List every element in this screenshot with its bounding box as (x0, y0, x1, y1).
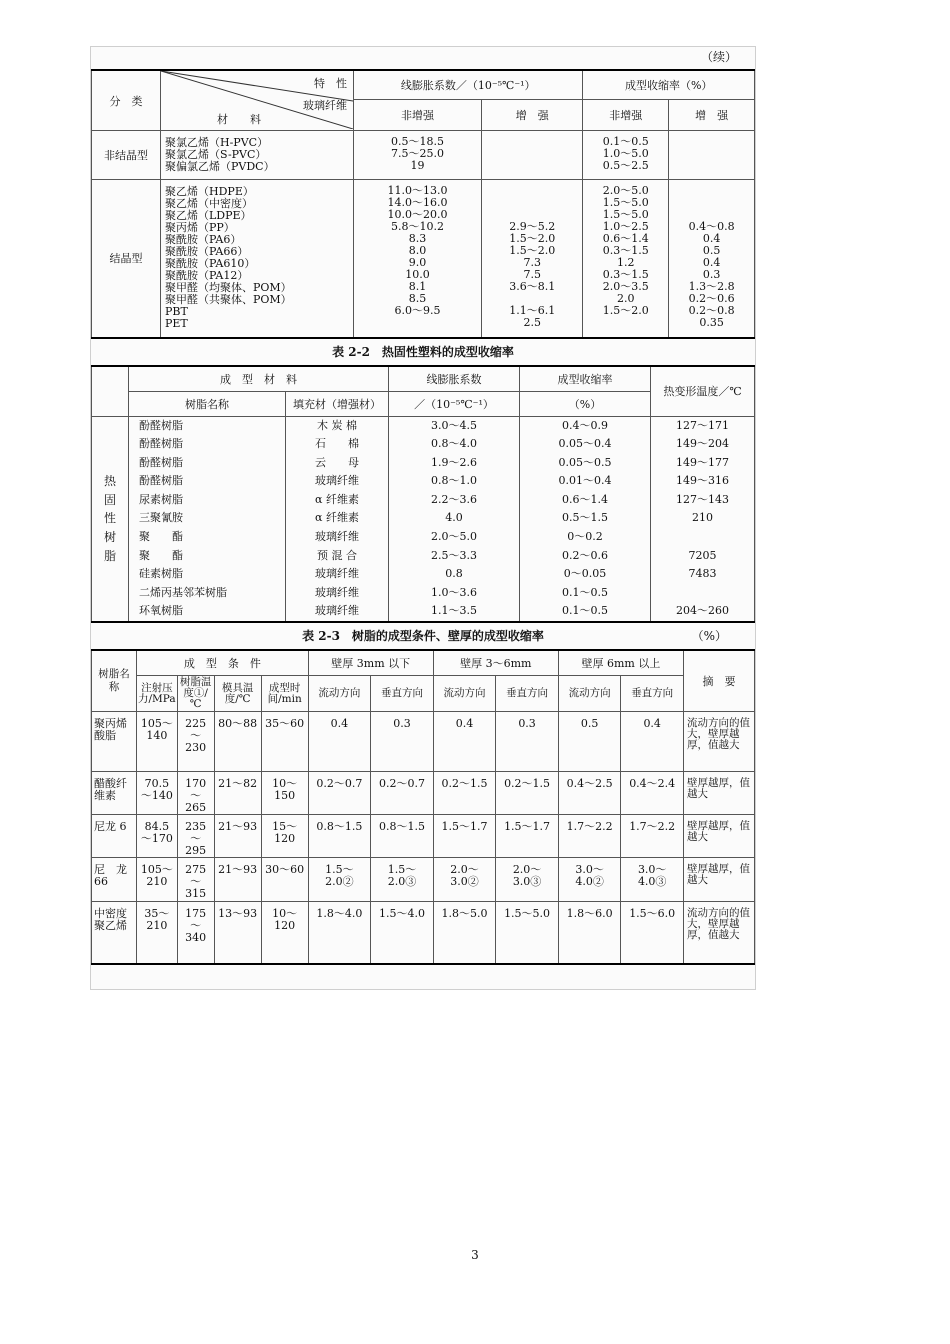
cell: 1.9～2.6 (389, 454, 520, 473)
cell: 84.5～170 (137, 815, 178, 858)
value: 1.2 (617, 256, 635, 269)
cell: 1.5～4.0 (371, 902, 434, 964)
cell: 硅素树脂 (129, 565, 286, 584)
cell: 0.8～1.0 (389, 472, 520, 491)
cell: 10～120 (261, 902, 308, 964)
cell: 275～315 (177, 858, 214, 902)
value: 0.1～0.5 (602, 135, 649, 148)
cell: 170～265 (177, 772, 214, 815)
continued-label: （续） (700, 50, 737, 64)
cell: 尿素树脂 (129, 491, 286, 510)
value: 0.2～0.6 (688, 292, 735, 305)
value: 0.6～1.4 (602, 232, 649, 245)
table3-unit: （%） (691, 629, 727, 644)
value: 3.6～8.1 (509, 280, 556, 293)
cell: 醋酸纤维素 (92, 772, 137, 815)
material-item: PBT (165, 305, 188, 318)
cell: 35～210 (137, 902, 178, 964)
cell: 15～120 (261, 815, 308, 858)
cell: 聚 酯 (129, 528, 286, 547)
material-item: 聚氯乙烯（H-PVC） (165, 136, 269, 149)
header-note: 摘 要 (684, 650, 755, 712)
shr-reinforced-values (669, 131, 755, 180)
value: 2.5 (523, 316, 541, 329)
value: 0.4～0.8 (688, 220, 735, 233)
header-perp: 垂直方向 (371, 676, 434, 712)
cell: 7205 (651, 547, 755, 566)
header-perp: 垂直方向 (621, 676, 684, 712)
cell: 流动方向的值大，壁厚越厚，值越大 (684, 902, 755, 964)
cell: 1.1～3.5 (389, 602, 520, 622)
header-resin-temp: 树脂温度①/℃ (177, 676, 214, 712)
cell: 尼 龙 66 (92, 858, 137, 902)
exp-nonreinforced-values (354, 180, 482, 338)
table-row (92, 772, 755, 815)
value: 1.1～6.1 (509, 304, 556, 317)
table-row (92, 454, 755, 473)
value: 8.0 (408, 244, 427, 257)
value: 6.0～9.5 (394, 304, 441, 317)
value: 19 (410, 159, 425, 172)
value: 0.3 (702, 268, 721, 281)
cell: 木 炭 棉 (286, 416, 389, 435)
group-row-amorphous (92, 131, 755, 180)
material-list (161, 131, 354, 180)
cell: 石 棉 (286, 435, 389, 454)
value: 0.5 (702, 244, 721, 257)
side-char: 热 (103, 474, 116, 489)
side-char: 脂 (103, 548, 116, 563)
cell: 0.4 (433, 712, 496, 772)
cell: 0.01～0.4 (520, 472, 651, 491)
cell: 149～316 (651, 472, 755, 491)
value: 1.5～2.0 (602, 304, 649, 317)
cell: 中密度聚乙烯 (92, 902, 137, 964)
cell: 0.4～2.4 (621, 772, 684, 815)
value (357, 317, 478, 329)
header-wall-2: 壁厚 3～6mm (433, 650, 558, 676)
cell: 聚 酯 (129, 547, 286, 566)
value: 0.4 (702, 232, 721, 245)
table-row (92, 712, 755, 772)
material-item: 聚偏氯乙烯（PVDC） (165, 160, 275, 173)
material-item: 聚酰胺（PA12） (165, 269, 249, 282)
table-thermoplastic-continued (91, 69, 755, 339)
table-row (92, 858, 755, 902)
cell: 玻璃纤维 (286, 602, 389, 622)
cell: 21～82 (214, 772, 261, 815)
header-expansion-unit: ／（10⁻⁵℃⁻¹） (389, 391, 520, 416)
cell: 1.5～5.0 (496, 902, 559, 964)
value: 7.5～25.0 (391, 147, 445, 160)
exp-nonreinforced-values (354, 131, 482, 180)
cell: 7483 (651, 565, 755, 584)
table-row (92, 902, 755, 964)
value: 1.5～5.0 (602, 208, 649, 221)
material-item: 聚酰胺（PA6） (165, 233, 242, 246)
cell: 三聚氰胺 (129, 509, 286, 528)
cell: 35～60 (261, 712, 308, 772)
cell: 127～171 (651, 416, 755, 435)
value: 8.1 (408, 280, 427, 293)
header-pressure: 注射压力/MPa (137, 676, 178, 712)
cell: 尼龙 6 (92, 815, 137, 858)
cell: α 纤维素 (286, 509, 389, 528)
table-row (92, 602, 755, 622)
cell: 0.6～1.4 (520, 491, 651, 510)
cell: 3.0～4.0② (558, 858, 621, 902)
material-item: 聚乙烯（中密度） (165, 197, 253, 210)
cell: 235～295 (177, 815, 214, 858)
header-expansion: 线膨胀系数／（10⁻⁵℃⁻¹） (354, 70, 583, 100)
header-wall-1: 壁厚 3mm 以下 (308, 650, 433, 676)
header-fiber: 玻璃纤维 (303, 99, 347, 112)
value: 7.3 (523, 256, 541, 269)
cell: 0.2～0.6 (520, 547, 651, 566)
cell: 二烯丙基邻苯树脂 (129, 584, 286, 603)
cell: 0.05～0.5 (520, 454, 651, 473)
value: 1.5～5.0 (602, 196, 649, 209)
value: 0.4 (702, 256, 721, 269)
material-item: 聚甲醛（共聚体、POM） (165, 293, 292, 306)
value: 10.0～20.0 (387, 208, 448, 221)
material-item: 聚氯乙烯（S-PVC） (165, 148, 267, 161)
material-item: 聚甲醛（均聚体、POM） (165, 281, 292, 294)
cell: 30～60 (261, 858, 308, 902)
header-mold-temp: 模具温度/℃ (214, 676, 261, 712)
value: 0.5～2.5 (602, 159, 649, 172)
header-wall-3: 壁厚 6mm 以上 (558, 650, 683, 676)
value: 0.2～0.8 (688, 304, 735, 317)
cell: 4.0 (389, 509, 520, 528)
material-list (161, 180, 354, 338)
cell: 0.4 (308, 712, 371, 772)
value: 9.0 (408, 256, 427, 269)
cell: 13～93 (214, 902, 261, 964)
cell: 10～150 (261, 772, 308, 815)
cell: 105～140 (137, 712, 178, 772)
header-material: 材 料 (217, 113, 261, 126)
value (672, 197, 751, 209)
material-item: PET (165, 317, 188, 330)
cell: 玻璃纤维 (286, 584, 389, 603)
shr-nonreinforced-values (583, 131, 669, 180)
cell: 3.0～4.5 (389, 416, 520, 435)
cell: 2.0～3.0③ (496, 858, 559, 902)
cell: 1.5～1.7 (433, 815, 496, 858)
cell (651, 528, 755, 547)
cell: 0～0.05 (520, 565, 651, 584)
cell: 酚醛树脂 (129, 435, 286, 454)
cell: 0.2～1.5 (433, 772, 496, 815)
material-item: 聚酰胺（PA66） (165, 245, 249, 258)
cell: 0.5 (558, 712, 621, 772)
cell: 1.7～2.2 (621, 815, 684, 858)
value: 1.3～2.8 (688, 280, 735, 293)
cell: 149～177 (651, 454, 755, 473)
cell: α 纤维素 (286, 491, 389, 510)
exp-reinforced-values (482, 180, 583, 338)
cell: 225～230 (177, 712, 214, 772)
cell: 127～143 (651, 491, 755, 510)
table-row (92, 815, 755, 858)
value: 1.0～5.0 (602, 147, 649, 160)
cell: 0.8～1.5 (371, 815, 434, 858)
cell: 1.5～2.0② (308, 858, 371, 902)
value (485, 197, 579, 209)
header-shrinkage: 成型收缩率（%） (583, 70, 755, 100)
table-row (92, 584, 755, 603)
shr-reinforced-values (669, 180, 755, 338)
cell: 壁厚越厚，值越大 (684, 815, 755, 858)
value: 0.35 (699, 316, 724, 329)
cell: 酚醛树脂 (129, 416, 286, 435)
category-cell: 非结晶型 (92, 131, 161, 180)
cell: 0.2～0.7 (308, 772, 371, 815)
side-char: 树 (103, 530, 116, 545)
header-shr-nonreinforced: 非增强 (583, 100, 669, 131)
table-row (92, 547, 755, 566)
table-resin-conditions (91, 649, 755, 965)
cell: 210 (651, 509, 755, 528)
material-item: 聚乙烯（HDPE） (165, 185, 254, 198)
cell: 2.5～3.3 (389, 547, 520, 566)
table-row (92, 528, 755, 547)
value: 1.5～2.0 (509, 232, 556, 245)
value (672, 185, 751, 197)
table-row (92, 509, 755, 528)
header-category: 分 类 (92, 70, 161, 131)
cell: 3.0～4.0③ (621, 858, 684, 902)
cell: 1.5～6.0 (621, 902, 684, 964)
value: 10.0 (405, 268, 430, 281)
cell: 玻璃纤维 (286, 528, 389, 547)
cell: 0.4～2.5 (558, 772, 621, 815)
cell: 21～93 (214, 815, 261, 858)
cell: 预 混 合 (286, 547, 389, 566)
table-thermoset-shrinkage (91, 365, 755, 624)
cell: 149～204 (651, 435, 755, 454)
cell: 0.1～0.5 (520, 584, 651, 603)
cell: 21～93 (214, 858, 261, 902)
page-number: 3 (471, 1248, 479, 1262)
cell: 0.05～0.4 (520, 435, 651, 454)
cell: 酚醛树脂 (129, 454, 286, 473)
cell: 204～260 (651, 602, 755, 622)
shr-nonreinforced-values (583, 180, 669, 338)
cell: 1.7～2.2 (558, 815, 621, 858)
header-molding-material: 成 型 材 料 (129, 366, 389, 392)
header-flow: 流动方向 (433, 676, 496, 712)
value: 0.5～18.5 (391, 135, 445, 148)
cell: 0.3 (371, 712, 434, 772)
cell: 玻璃纤维 (286, 565, 389, 584)
cell: 0.4～0.9 (520, 416, 651, 435)
header-perp: 垂直方向 (496, 676, 559, 712)
header-expansion: 线膨胀系数 (389, 366, 520, 392)
side-label (92, 416, 129, 622)
table3-title-row (91, 623, 755, 649)
header-flow: 流动方向 (308, 676, 371, 712)
cell: 0.2～1.5 (496, 772, 559, 815)
value: 1.5～2.0 (509, 244, 556, 257)
cell (651, 584, 755, 603)
side-char: 固 (103, 492, 116, 507)
table-row (92, 435, 755, 454)
header-heat-deflection: 热变形温度／℃ (651, 366, 755, 417)
cell: 175～340 (177, 902, 214, 964)
table-row (92, 565, 755, 584)
material-item: 聚酰胺（PA610） (165, 257, 256, 270)
cell: 0～0.2 (520, 528, 651, 547)
value: 11.0～13.0 (387, 184, 448, 197)
cell: 云 母 (286, 454, 389, 473)
header-diagonal (161, 70, 354, 131)
header-shr-reinforced: 增 强 (669, 100, 755, 131)
header-resin-name: 树脂名称 (92, 650, 137, 712)
cell: 0.5～1.5 (520, 509, 651, 528)
cell: 聚丙烯酸脂 (92, 712, 137, 772)
cell: 1.5～1.7 (496, 815, 559, 858)
cell: 0.2～0.7 (371, 772, 434, 815)
cell: 环氧树脂 (129, 602, 286, 622)
cell: 2.2～3.6 (389, 491, 520, 510)
header-exp-nonreinforced: 非增强 (354, 100, 482, 131)
header-time: 成型时间/min (261, 676, 308, 712)
header-property: 特 性 (314, 77, 347, 90)
category-cell: 结晶型 (92, 180, 161, 338)
cell: 80～88 (214, 712, 261, 772)
value: 5.8～10.2 (391, 220, 445, 233)
cell: 0.8～4.0 (389, 435, 520, 454)
cell: 70.5～140 (137, 772, 178, 815)
cell: 1.8～6.0 (558, 902, 621, 964)
cell: 流动方向的值大，壁厚越厚，值越大 (684, 712, 755, 772)
cell: 1.8～4.0 (308, 902, 371, 964)
cell: 0.1～0.5 (520, 602, 651, 622)
group-row-crystalline (92, 180, 755, 338)
value: 2.9～5.2 (509, 220, 556, 233)
cell: 1.5～2.0③ (371, 858, 434, 902)
cell: 1.8～5.0 (433, 902, 496, 964)
header-flow: 流动方向 (558, 676, 621, 712)
cell: 0.8～1.5 (308, 815, 371, 858)
header-filler: 填充材（增强材） (286, 391, 389, 416)
value: 0.3～1.5 (602, 244, 649, 257)
value: 8.5 (408, 292, 427, 305)
cell: 壁厚越厚，值越大 (684, 772, 755, 815)
value: 2.0～3.5 (602, 280, 649, 293)
value: 0.3～1.5 (602, 268, 649, 281)
value: 2.0～5.0 (602, 184, 649, 197)
header-blank (92, 366, 129, 417)
table-row (92, 416, 755, 435)
material-item: 聚乙烯（LDPE） (165, 209, 252, 222)
cell: 105～210 (137, 858, 178, 902)
header-resin: 树脂名称 (129, 391, 286, 416)
side-char: 性 (103, 511, 116, 526)
cell: 玻璃纤维 (286, 472, 389, 491)
value: 8.3 (408, 232, 427, 245)
table2-title: 表 2-2 热固性塑料的成型收缩率 (332, 344, 514, 359)
header-shrinkage-unit: （%） (520, 391, 651, 416)
header-exp-reinforced: 增 强 (482, 100, 583, 131)
header-conditions: 成 型 条 件 (137, 650, 309, 676)
value (586, 317, 665, 329)
header-shrinkage: 成型收缩率 (520, 366, 651, 392)
cell: 壁厚越厚，值越大 (684, 858, 755, 902)
table-row (92, 472, 755, 491)
value (485, 185, 579, 197)
cell: 0.8 (389, 565, 520, 584)
value: 2.0 (617, 292, 635, 305)
cell: 1.0～3.6 (389, 584, 520, 603)
cell: 0.4 (621, 712, 684, 772)
exp-reinforced-values (482, 131, 583, 180)
value: 1.0～2.5 (602, 220, 649, 233)
cell: 0.3 (496, 712, 559, 772)
material-item: 聚丙烯（PP） (165, 221, 235, 234)
value: 14.0～16.0 (387, 196, 448, 209)
cell: 2.0～5.0 (389, 528, 520, 547)
value: 7.5 (523, 268, 541, 281)
scanned-page (90, 46, 756, 990)
cell: 2.0～3.0② (433, 858, 496, 902)
cell: 酚醛树脂 (129, 472, 286, 491)
table3-title: 表 2-3 树脂的成型条件、壁厚的成型收缩率 (302, 629, 544, 644)
table-row (92, 491, 755, 510)
